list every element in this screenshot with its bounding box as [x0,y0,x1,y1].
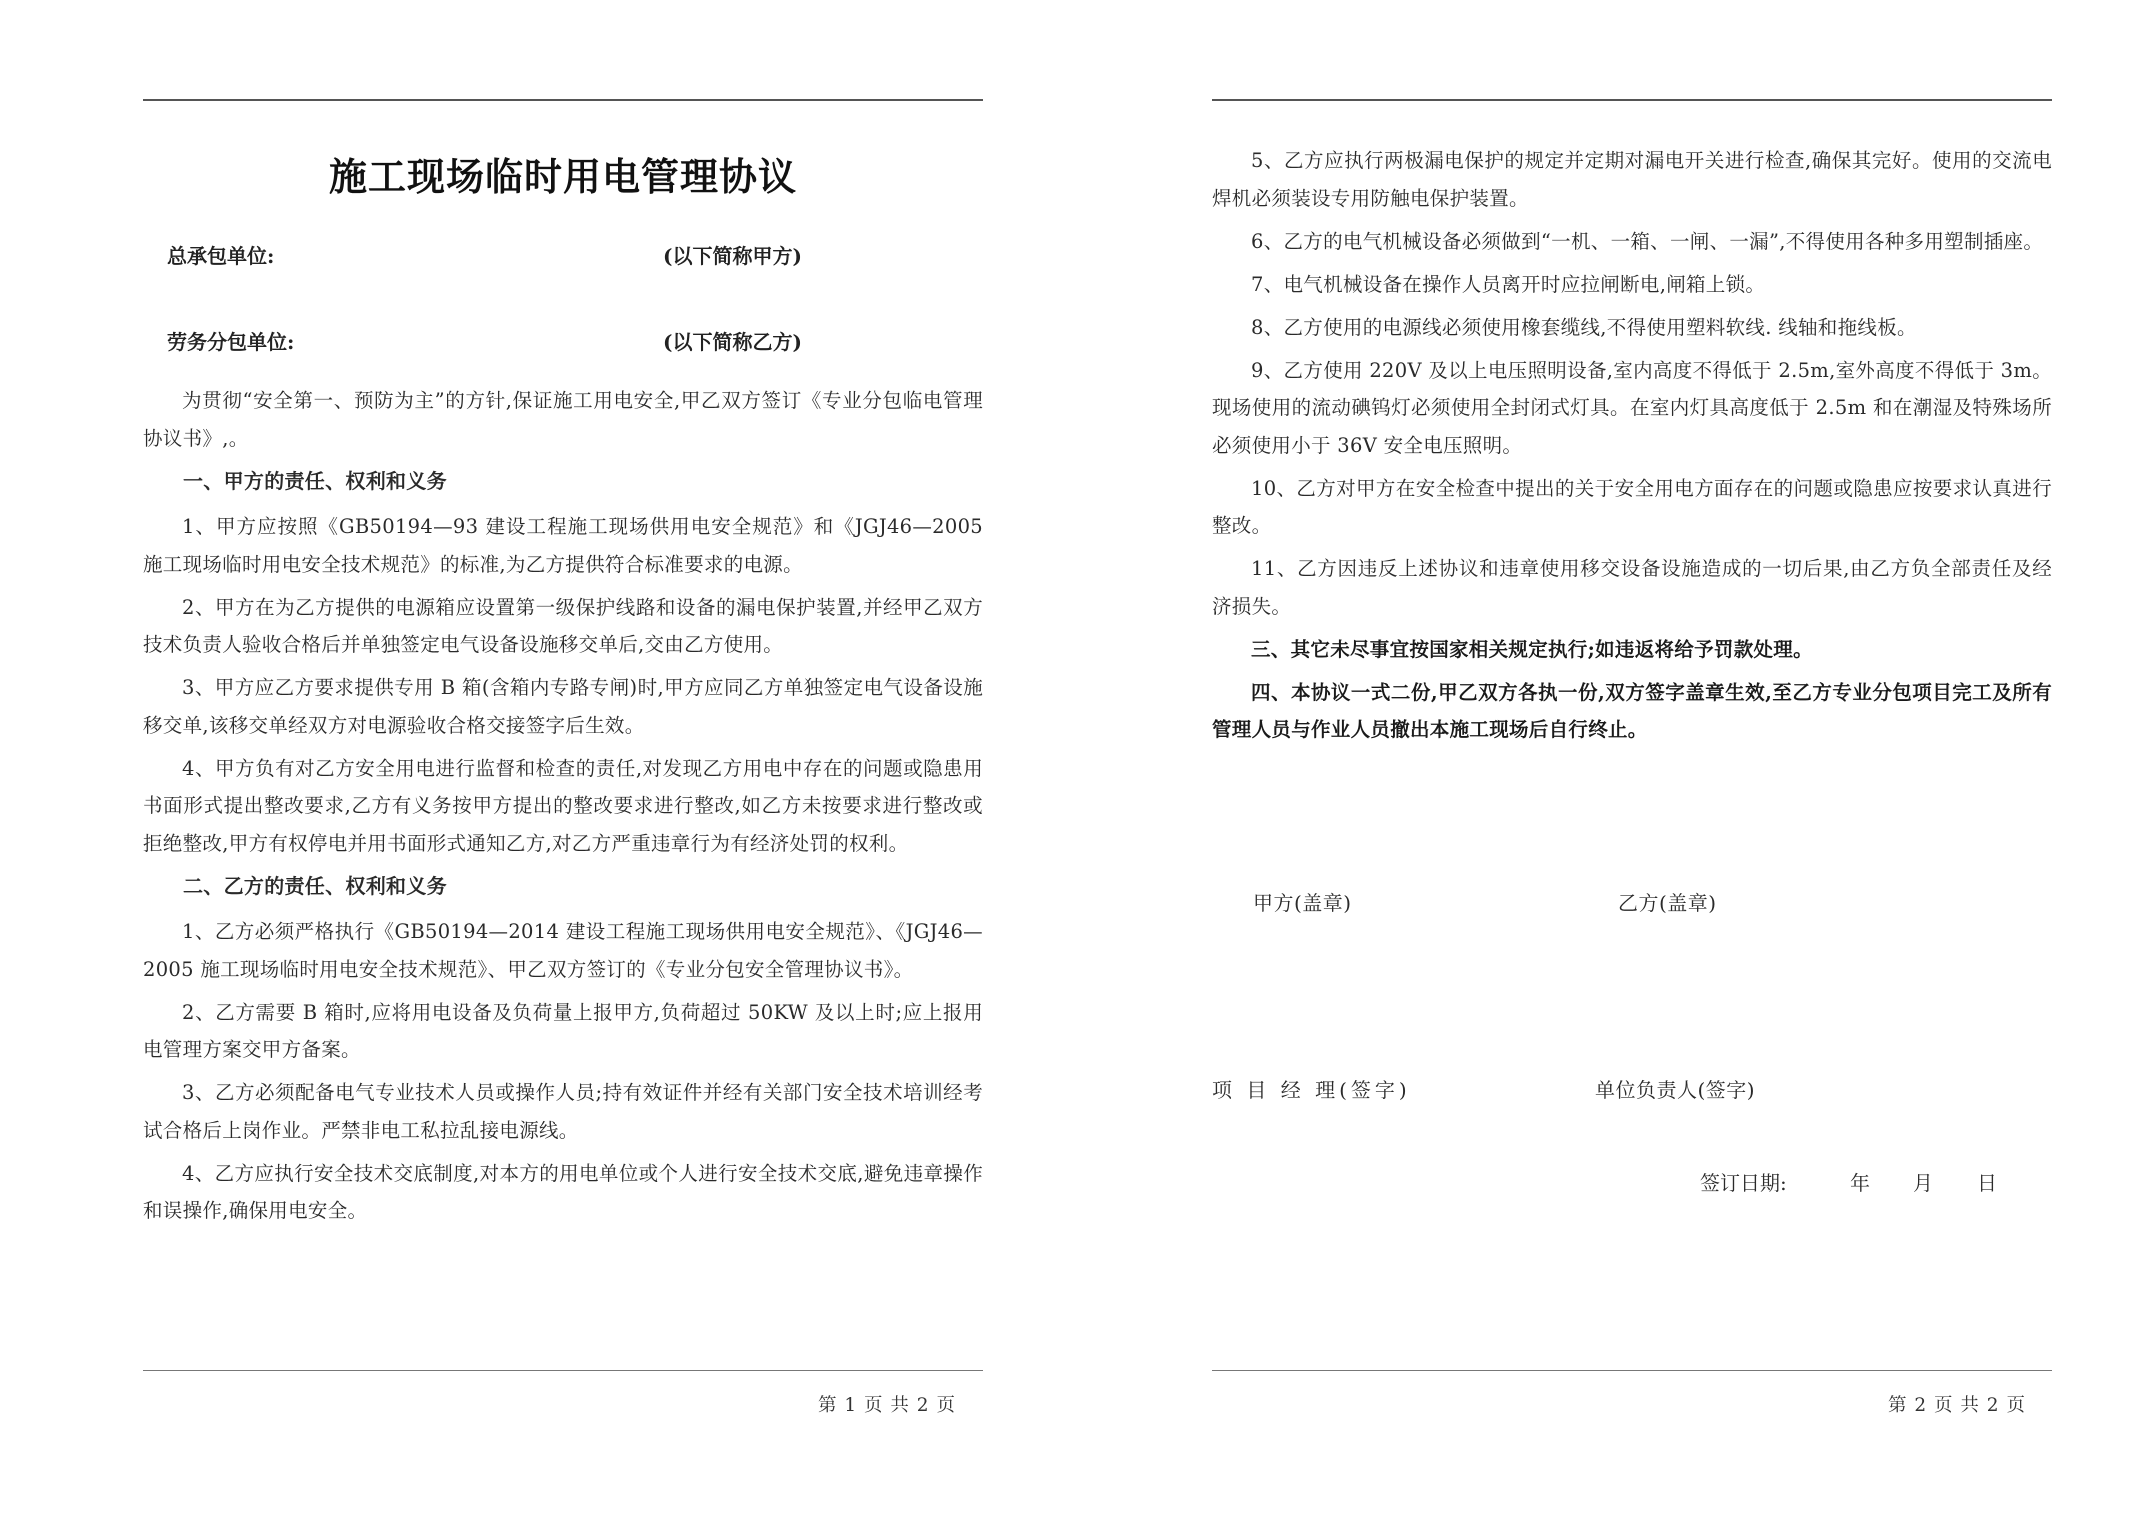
page-number: 第 1 页 共 2 页 [818,1395,956,1416]
footer-rule [143,1370,983,1371]
header-rule [143,99,983,101]
sign-date-label: 签订日期: [1700,1171,1787,1195]
document-title: 施工现场临时用电管理协议 [328,154,797,199]
section2-item: 2、乙方需要 B 箱时,应将用电设备及负荷量上报甲方,负荷超过 50KW 及以上时;应上报用电管理方案交甲方备案。 [143,1000,983,1061]
labor-subcontractor-note: (以下简称乙方) [663,330,802,354]
sign-date-year: 年 [1850,1171,1870,1195]
party-b-seal-label: 乙方(盖章) [1618,891,1717,915]
section1-item: 4、甲方负有对乙方安全用电进行监督和检查的责任,对发现乙方用电中存在的问题或隐患用书面形式提出整改要求,乙方有义务按甲方提出的整改要求进行整改,如乙方未按要求进行整改或拒绝整改,甲方有权停电并用书面形式通知乙方,对乙方严重违章行为有经济处罚的权利。 [143,756,983,855]
party-a-seal-label: 甲方(盖章) [1253,891,1352,915]
page-number: 第 2 页 共 2 页 [1888,1395,2026,1416]
unit-leader-signature-label: 单位负责人(签字) [1595,1078,1756,1102]
section2-item: 7、电气机械设备在操作人员离开时应拉闸断电,闸箱上锁。 [1251,272,1766,296]
section1-item: 3、甲方应乙方要求提供专用 B 箱(含箱内专路专闸)时,甲方应同乙方单独签定电气设备设施移交单,该移交单经双方对电源验收合格交接签字后生效。 [143,676,983,737]
section2-item: 1、乙方必须严格执行《GB50194—2014 建设工程施工现场供用电安全规范》、《JGJ46—2005 施工现场临时用电安全技术规范》、甲乙双方签订的《专业分包安全管理协议书》。 [143,920,983,981]
project-manager-signature-label: 项 目 经 理(签字) [1212,1078,1411,1102]
page1-body [143,382,983,1235]
section2-item: 5、乙方应执行两极漏电保护的规定并定期对漏电开关进行检查,确保其完好。使用的交流电焊机必须装设专用防触电保护装置。 [1212,149,2052,210]
section1-heading: 一、甲方的责任、权利和义务 [183,468,447,493]
section1-item: 1、甲方应按照《GB50194—93 建设工程施工现场供用电安全规范》和《JGJ46—2005 施工现场临时用电安全技术规范》的标准,为乙方提供符合标准要求的电源。 [143,515,983,576]
sign-date-day: 日 [1977,1171,1997,1195]
header-rule [1212,99,2052,101]
section2-heading: 二、乙方的责任、权利和义务 [183,873,447,898]
section2-item: 3、乙方必须配备电气专业技术人员或操作人员;持有效证件并经有关部门安全技术培训经考试合格后上岗作业。严禁非电工私拉乱接电源线。 [143,1081,983,1142]
section2-item: 4、乙方应执行安全技术交底制度,对本方的用电单位或个人进行安全技术交底,避免违章操作和误操作,确保用电安全。 [143,1161,983,1222]
general-contractor-note: (以下简称甲方) [663,244,802,268]
footer-rule [1212,1370,2052,1371]
section2-item: 11、乙方因违反上述协议和违章使用移交设备设施造成的一切后果,由乙方负全部责任及经济损失。 [1212,557,2052,618]
intro-paragraph: 为贯彻“安全第一、预防为主”的方针,保证施工用电安全,甲乙双方签订《专业分包临电管理协议书》,。 [143,389,983,450]
section2-item: 10、乙方对甲方在安全检查中提出的关于安全用电方面存在的问题或隐患应按要求认真进行整改。 [1212,476,2052,537]
sign-date-month: 月 [1913,1171,1933,1195]
section2-item: 9、乙方使用 220V 及以上电压照明设备,室内高度不得低于 2.5m,室外高度不得低于 3m。现场使用的流动碘钨灯必须使用全封闭式灯具。在室内灯具高度低于 2.5m 和在潮湿及特殊场所必须使用小于 36V 安全电压照明。 [1212,358,2052,457]
section3-paragraph: 三、其它未尽事宜按国家相关规定执行;如违返将给予罚款处理。 [1251,637,1813,661]
sign-date-row [1073,1167,2146,1197]
general-contractor-label: 总承包单位: [167,244,275,268]
page-2 [1073,0,2146,1528]
labor-subcontractor-label: 劳务分包单位: [167,330,295,354]
section4-paragraph: 四、本协议一式二份,甲乙双方各执一份,双方签字盖章生效,至乙方专业分包项目完工及所有管理人员与作业人员撤出本施工现场后自行终止。 [1212,680,2052,741]
page2-body [1212,142,2052,754]
section2-item: 6、乙方的电气机械设备必须做到“一机、一箱、一闸、一漏”,不得使用各种多用塑制插座。 [1251,229,2044,253]
section2-item: 8、乙方使用的电源线必须使用橡套缆线,不得使用塑料软线. 线轴和拖线板。 [1251,315,1917,339]
section1-item: 2、甲方在为乙方提供的电源箱应设置第一级保护线路和设备的漏电保护装置,并经甲乙双方技术负责人验收合格后并单独签定电气设备设施移交单后,交由乙方使用。 [143,595,983,656]
